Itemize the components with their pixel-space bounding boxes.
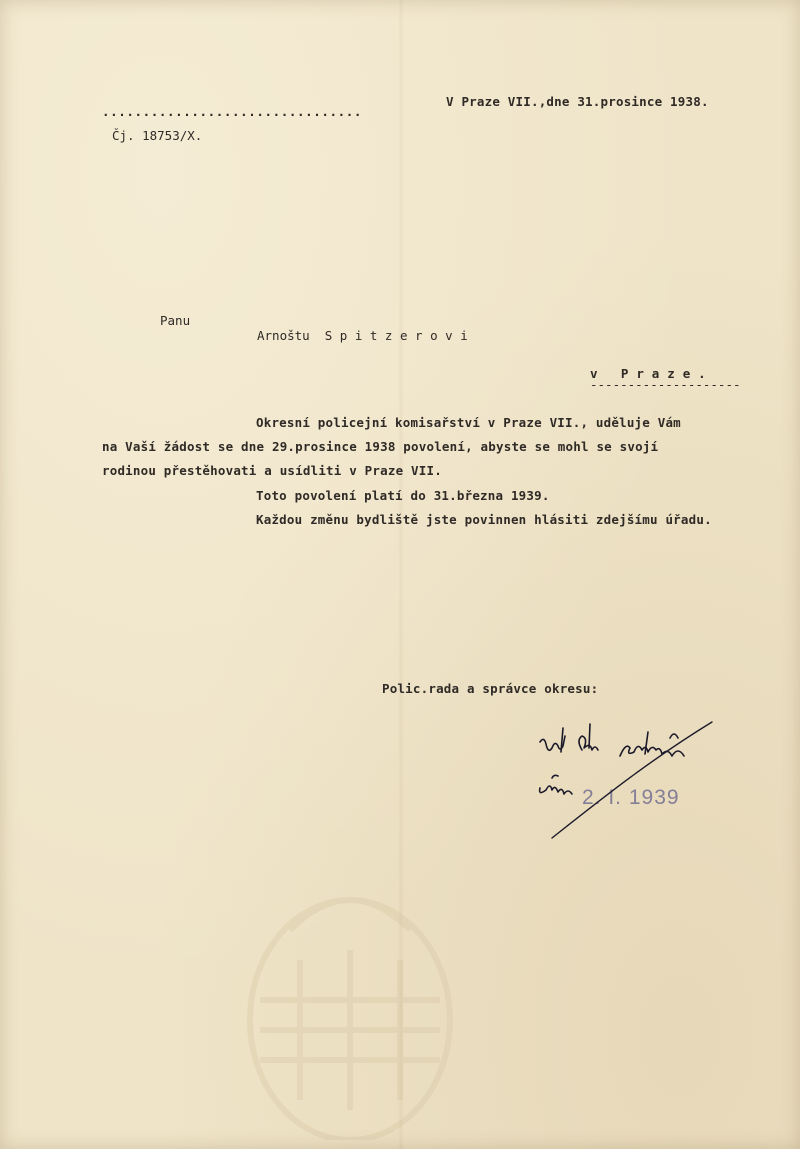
- recipient-city: v P r a z e .: [590, 366, 706, 381]
- body-line-2: na Vaší žádost se dne 29.prosince 1938 povolení, abyste se mohl se svojí: [102, 439, 659, 454]
- dotted-line: ................................: [102, 104, 363, 119]
- recipient-name: Arnoštu S p i t z e r o v i: [257, 328, 468, 343]
- date-stamp: 2. I. 1939: [582, 786, 680, 809]
- salutation: Panu: [160, 313, 191, 328]
- place-date: V Praze VII.,dne 31.prosince 1938.: [446, 94, 709, 109]
- reference-number: Čj. 18753/X.: [112, 128, 203, 143]
- watermark-emblem: [220, 870, 480, 1140]
- body-line-1: Okresní policejní komisařství v Praze VII., uděluje Vám: [256, 415, 681, 430]
- handwritten-annotation: [530, 720, 750, 850]
- signatory-title: Polic.rada a správce okresu:: [382, 681, 599, 696]
- validity-line: Toto povolení platí do 31.března 1939.: [256, 488, 550, 503]
- notice-line: Každou změnu bydliště jste povinnen hlásiti zdejšímu úřadu.: [256, 512, 712, 527]
- body-line-3: rodinou přestěhovati a usídliti v Praze VII.: [102, 463, 442, 478]
- city-underline: --------------------: [590, 377, 741, 392]
